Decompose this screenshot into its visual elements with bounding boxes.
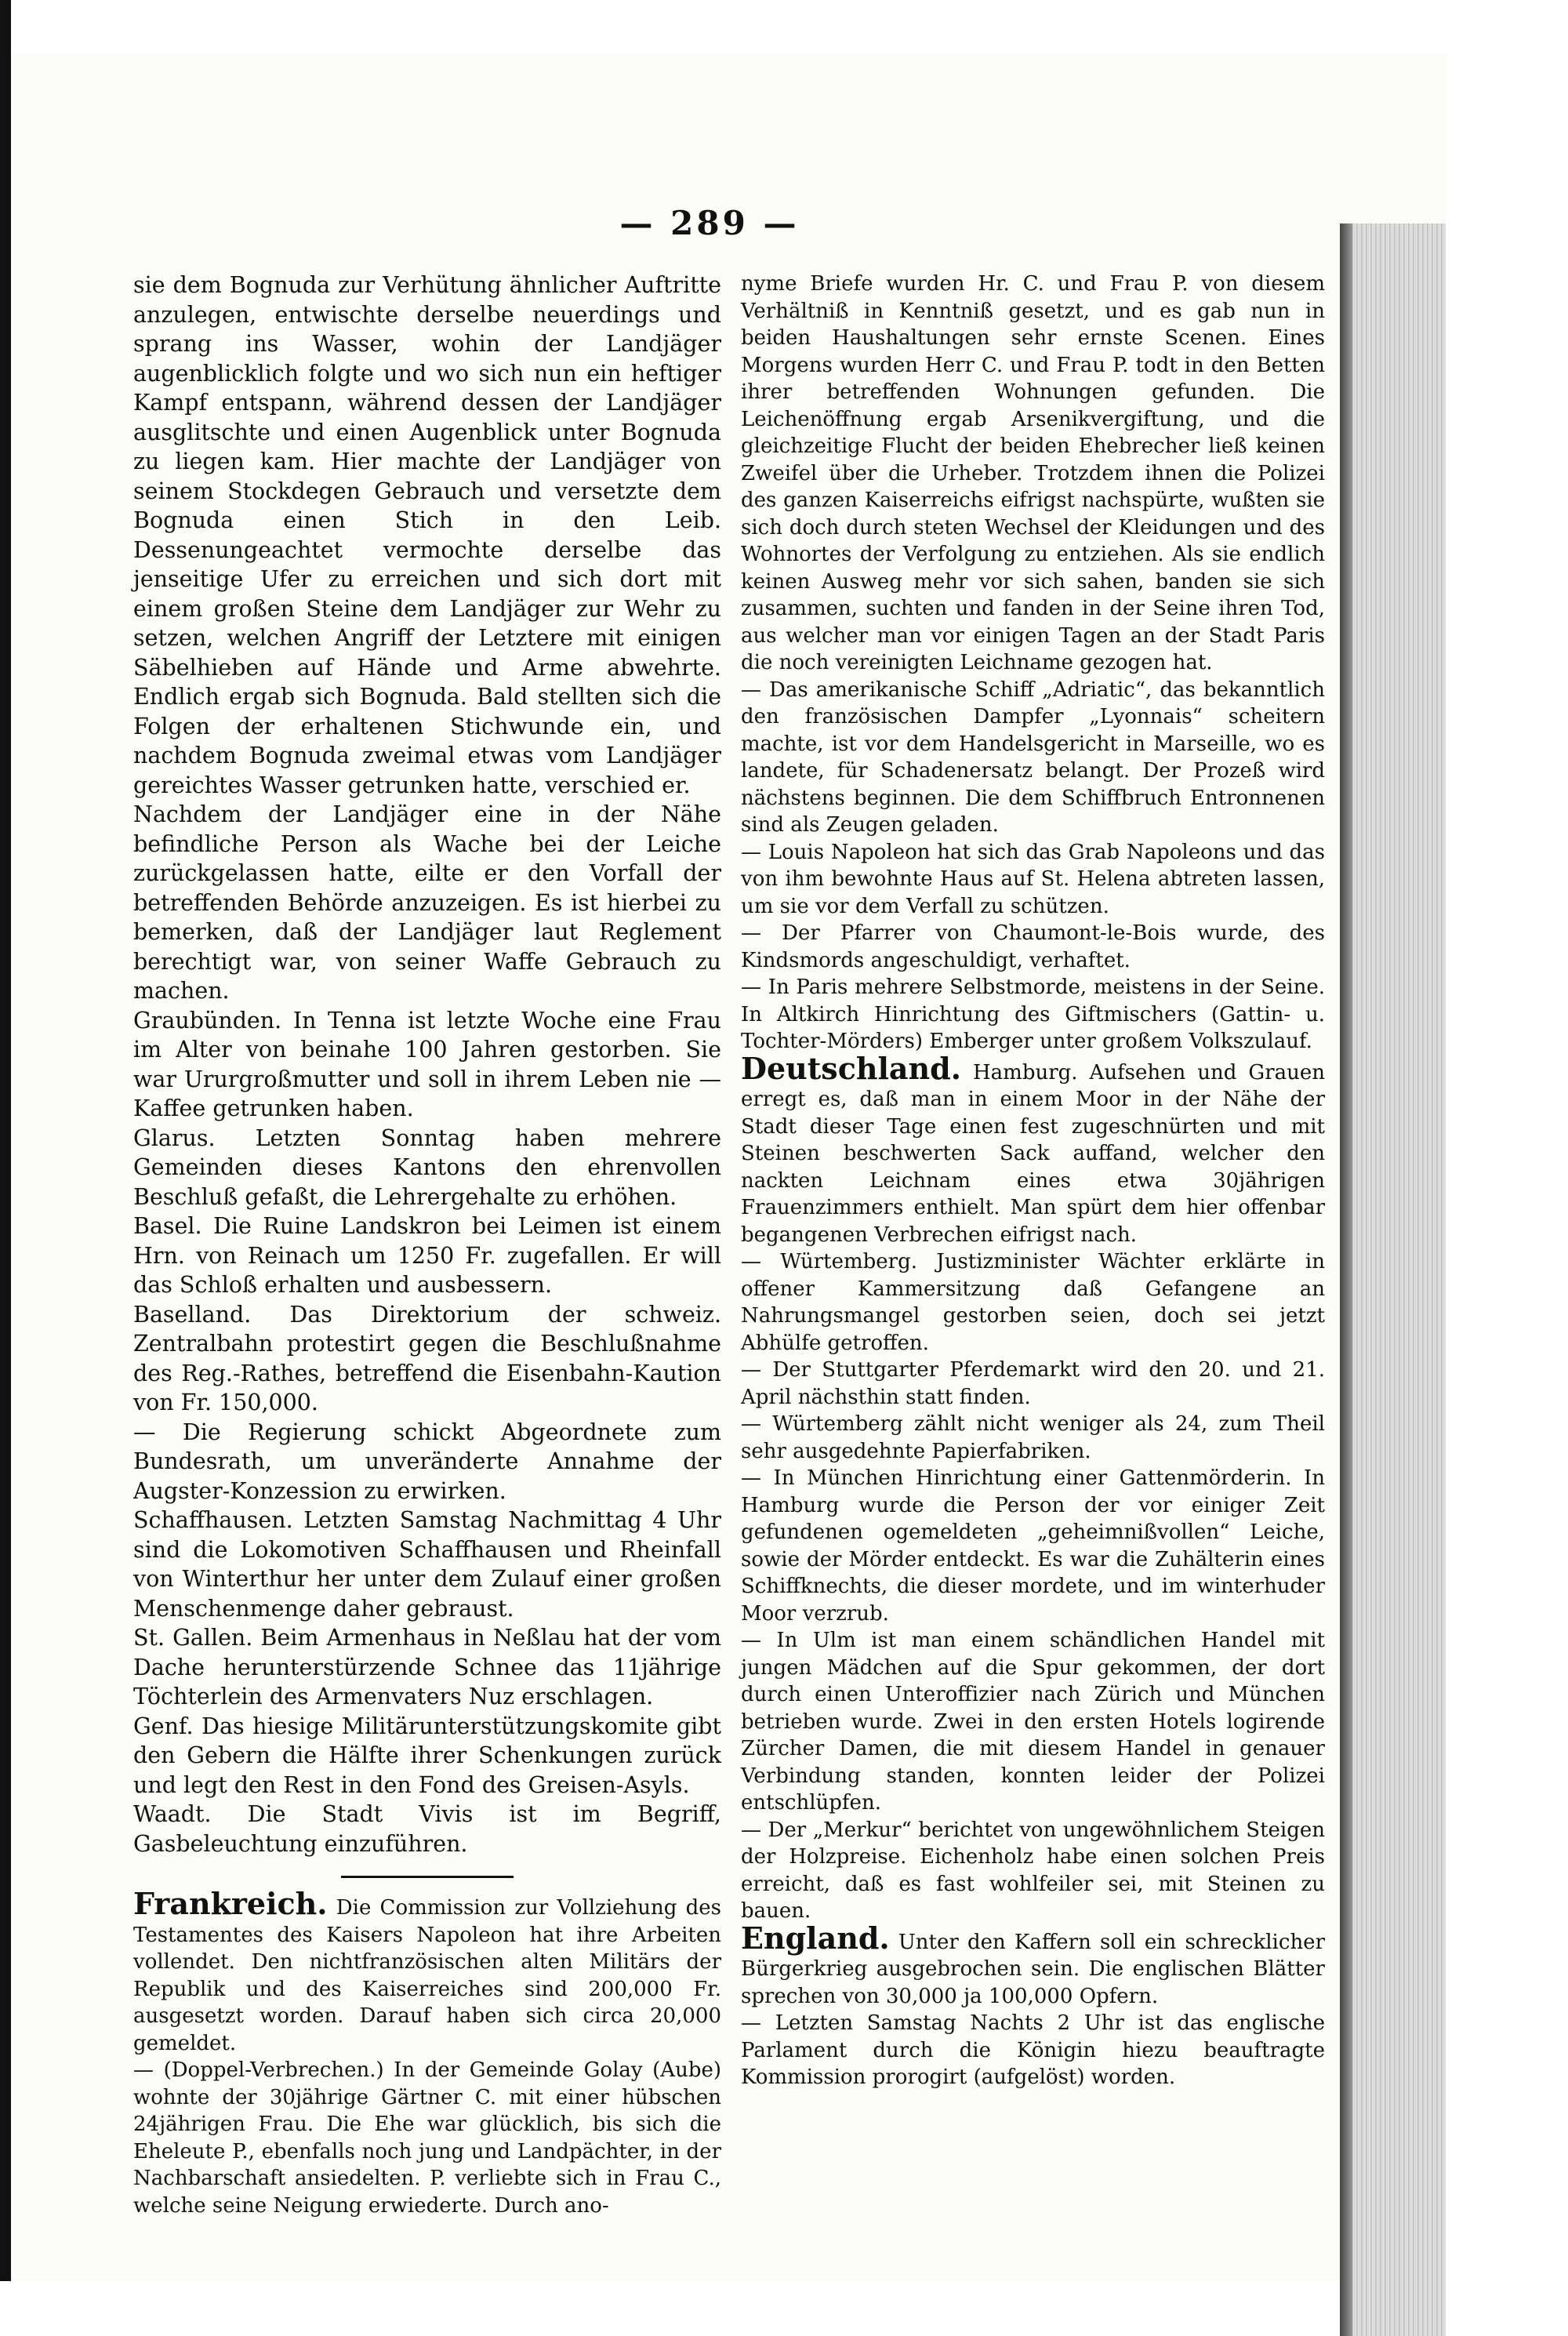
article-paragraph: — Würtemberg. Justizminister Wächter erklärte in offener Kammersitzung daß Gefangene an Nahrungsmangel gestorben seien, doch sei jetzt Abhülfe getroffen. <box>741 1250 1325 1355</box>
article-text: Unter den Kaffern soll ein schrecklicher Bürgerkrieg ausgebrochen sein. Die englischen Blätter sprechen von 30,000 ja 100,000 Opfern. <box>741 1930 1325 2008</box>
article-paragraph: — Der Pfarrer von Chaumont-le-Bois wurde, des Kindsmords angeschuldigt, verhaftet. <box>741 921 1325 972</box>
article-paragraph: — Würtemberg zählt nicht weniger als 24, zum Theil sehr ausgedehnte Papierfabriken. <box>741 1412 1325 1463</box>
article-text: Die Commission zur Vollziehung des Testamentes des Kaisers Napoleon hat ihre Arbeiten vollendet. Den nichtfranzösischen alten Militärs der Republik und des Kaiserreiches sind 200,000 Fr. ausgesetzt worden. Darauf haben sich circa 20,000 gemeldet. <box>133 1896 722 2055</box>
article-paragraph <box>741 1050 1326 1249</box>
section-heading-deutschland: Deutschland. <box>741 1050 961 1086</box>
article-paragraph: Graubünden. In Tenna ist letzte Woche eine Frau im Alter von beinahe 100 Jahren gestorben. Sie war Ururgroßmutter und soll in ihrem Leben nie — Kaffee getrunken haben. <box>133 1007 721 1121</box>
article-paragraph: — Das amerikanische Schiff „Adriatic“, das bekanntlich den französischen Dampfer „Lyonnais“ scheitern machte, ist vor dem Handelsgericht in Marseille, wo es landete, für Schadenersatz belangt. Der Prozeß wird nächstens beginnen. Die dem Schiffbruch Entronnenen sind als Zeugen geladen. <box>741 678 1325 837</box>
article-paragraph <box>133 1886 722 2057</box>
article-paragraph: St. Gallen. Beim Armenhaus in Neßlau hat der vom Dache herunterstürzende Schnee das 11jährige Töchterlein des Armenvaters Nuz erschlagen. <box>133 1625 721 1709</box>
section-heading-england: England. <box>741 1920 890 1956</box>
article-paragraph: Waadt. Die Stadt Vivis ist im Begriff, Gasbeleuchtung einzuführen. <box>133 1801 721 1857</box>
article-paragraph: Schaffhausen. Letzten Samstag Nachmittag 4 Uhr sind die Lokomotiven Schaffhausen und Rheinfall von Winterthur her unter dem Zulauf einer großen Menschenmenge daher gebraust. <box>133 1507 721 1622</box>
article-paragraph: sie dem Bognuda zur Verhütung ähnlicher Auftritte anzulegen, entwischte derselbe neuerdings und sprang ins Wasser, wohin der Landjäger augenblicklich folgte und wo sich nun ein heftiger Kampf entspann, während dessen der Landjäger ausglitschte und einen Augenblick unter Bognuda zu liegen kam. Hier machte der Landjäger von seinem Stockdegen Gebrauch und versetzte dem Bognuda einen Stich in den Leib. Dessenungeachtet vermochte derselbe das jenseitige Ufer zu erreichen und sich dort mit einem großen Steine dem Landjäger zur Wehr zu setzen, welchen Angriff der Letztere mit einigen Säbelhieben auf Hände und Arme abwehrte. Endlich ergab sich Bognuda. Bald stellten sich die Folgen der erhaltenen Stichwunde ein, und nachdem Bognuda zweimal etwas vom Landjäger gereichtes Wasser getrunken hatte, verschied er. <box>133 272 721 798</box>
section-divider <box>341 1876 514 1878</box>
scan-edge <box>0 0 11 2281</box>
article-text: Hamburg. Aufsehen und Grauen erregt es, daß man in einem Moor in der Nähe der Stadt dieser Tage einen fest zugeschnürten und mit Steinen beschwerten Sack auffand, welcher den nackten Leichnam eines etwa 30jährigen Frauenzimmers enthielt. Man spürt dem hier offenbar begangenen Verbrechen eifrigst nach. <box>741 1060 1326 1247</box>
article-paragraph: — In München Hinrichtung einer Gattenmörderin. In Hamburg wurde die Person der vor einiger Zeit gefundenen ogemeldeten „geheimnißvollen“ Leiche, sowie der Mörder entdeckt. Es war die Zuhälterin eines Schiffknechts, die dieser mordete, und im winterhuder Moor verzrub. <box>741 1466 1325 1626</box>
article-paragraph: — Die Regierung schickt Abgeordnete zum Bundesrath, um unveränderte Annahme der Augster-Konzession zu erwirken. <box>133 1419 721 1504</box>
scan-margin <box>11 0 1568 55</box>
article-paragraph: Glarus. Letzten Sonntag haben mehrere Gemeinden dieses Kantons den ehrenvollen Beschluß gefaßt, die Lehrergehalte zu erhöhen. <box>133 1124 721 1210</box>
page-number: — 289 — <box>619 204 800 242</box>
article-paragraph: — Louis Napoleon hat sich das Grab Napoleons und das von ihm bewohnte Haus auf St. Helena abtreten lassen, um sie vor dem Verfall zu schützen. <box>741 840 1325 918</box>
article-paragraph: Genf. Das hiesige Militärunterstützungskomite gibt den Gebern die Hälfte ihrer Schenkungen zurück und legt den Rest in den Fond des Greisen-Asyls. <box>133 1713 721 1798</box>
left-column <box>133 271 721 2219</box>
article-paragraph: — Der Stuttgarter Pferdemarkt wird den 20. und 21. April nächsthin statt finden. <box>741 1358 1325 1409</box>
article-paragraph: — Letzten Samstag Nachts 2 Uhr ist das englische Parlament durch die Königin hiezu beauftragte Kommission prorogirt (aufgelöst) worden. <box>741 2011 1325 2089</box>
article-paragraph: Basel. Die Ruine Landskron bei Leimen ist einem Hrn. von Reinach um 1250 Fr. zugefallen. Er will das Schloß erhalten und ausbessern. <box>133 1213 721 1298</box>
article-paragraph <box>741 1920 1325 2011</box>
article-paragraph: — In Ulm ist man einem schändlichen Handel mit jungen Mädchen auf die Spur gekommen, der dort durch einen Unteroffizier nach Zürich und München betrieben wurde. Zwei in den ersten Hotels logirende Zürcher Damen, die mit diesem Handel in genauer Verbindung standen, konnten leider der Polizei entschlüpfen. <box>741 1629 1325 1815</box>
book-gutter <box>1340 223 1446 2336</box>
article-paragraph: Baselland. Das Direktorium der schweiz. Zentralbahn protestirt gegen die Beschlußnahme des Reg.-Rathes, betreffend die Eisenbahn-Kaution von Fr. 150,000. <box>133 1301 721 1415</box>
article-paragraph: — In Paris mehrere Selbstmorde, meistens in der Seine. In Altkirch Hinrichtung des Giftmischers (Gattin- u. Tochter-Mörders) Emberger unter großem Volkszulauf. <box>741 975 1325 1053</box>
article-paragraph: — (Doppel-Verbrechen.) In der Gemeinde Golay (Aube) wohnte der 30jährige Gärtner C. mit einer hübschen 24jährigen Frau. Die Ehe war glücklich, bis sich die Eheleute P., ebenfalls noch jung und Landpächter, in der Nachbarschaft ansiedelten. P. verliebte sich in Frau C., welche seine Neigung erwiederte. Durch ano- <box>133 2058 721 2218</box>
article-paragraph: nyme Briefe wurden Hr. C. und Frau P. von diesem Verhältniß in Kenntniß gesetzt, und es gab nun in beiden Haushaltungen sehr ernste Scenen. Eines Morgens wurden Herr C. und Frau P. todt in den Betten ihrer betreffenden Wohnungen gefunden. Die Leichenöffnung ergab Arsenikvergiftung, und die gleichzeitige Flucht der beiden Ehebrecher ließ keinen Zweifel über die Urheber. Trotzdem ihnen die Polizei des ganzen Kaiserreichs eifrigst nachspürte, wußten sie sich doch durch steten Wechsel der Kleidungen und des Wohnortes der Verfolgung zu entziehen. Als sie endlich keinen Ausweg mehr vor sich sahen, banden sie sich zusammen, suchten und fanden in der Seine ihren Tod, aus welcher man vor einigen Tagen an der Stadt Paris die noch vereinigten Leichname gezogen hat. <box>741 272 1325 674</box>
right-column <box>741 271 1325 2091</box>
article-paragraph: Nachdem der Landjäger eine in der Nähe befindliche Person als Wache bei der Leiche zurückgelassen hatte, eilte er den Vorfall der betreffenden Behörde anzuzeigen. Es ist hierbei zu bemerken, daß der Landjäger laut Reglement berechtigt war, von seiner Waffe Gebrauch zu machen. <box>133 801 721 1004</box>
article-paragraph: — Der „Merkur“ berichtet von ungewöhnlichem Steigen der Holzpreise. Eichenholz habe einen solchen Preis erreicht, daß es fast wohlfeiler sei, mit Steinen zu bauen. <box>741 1818 1325 1923</box>
section-heading-frankreich: Frankreich. <box>133 1886 328 1921</box>
